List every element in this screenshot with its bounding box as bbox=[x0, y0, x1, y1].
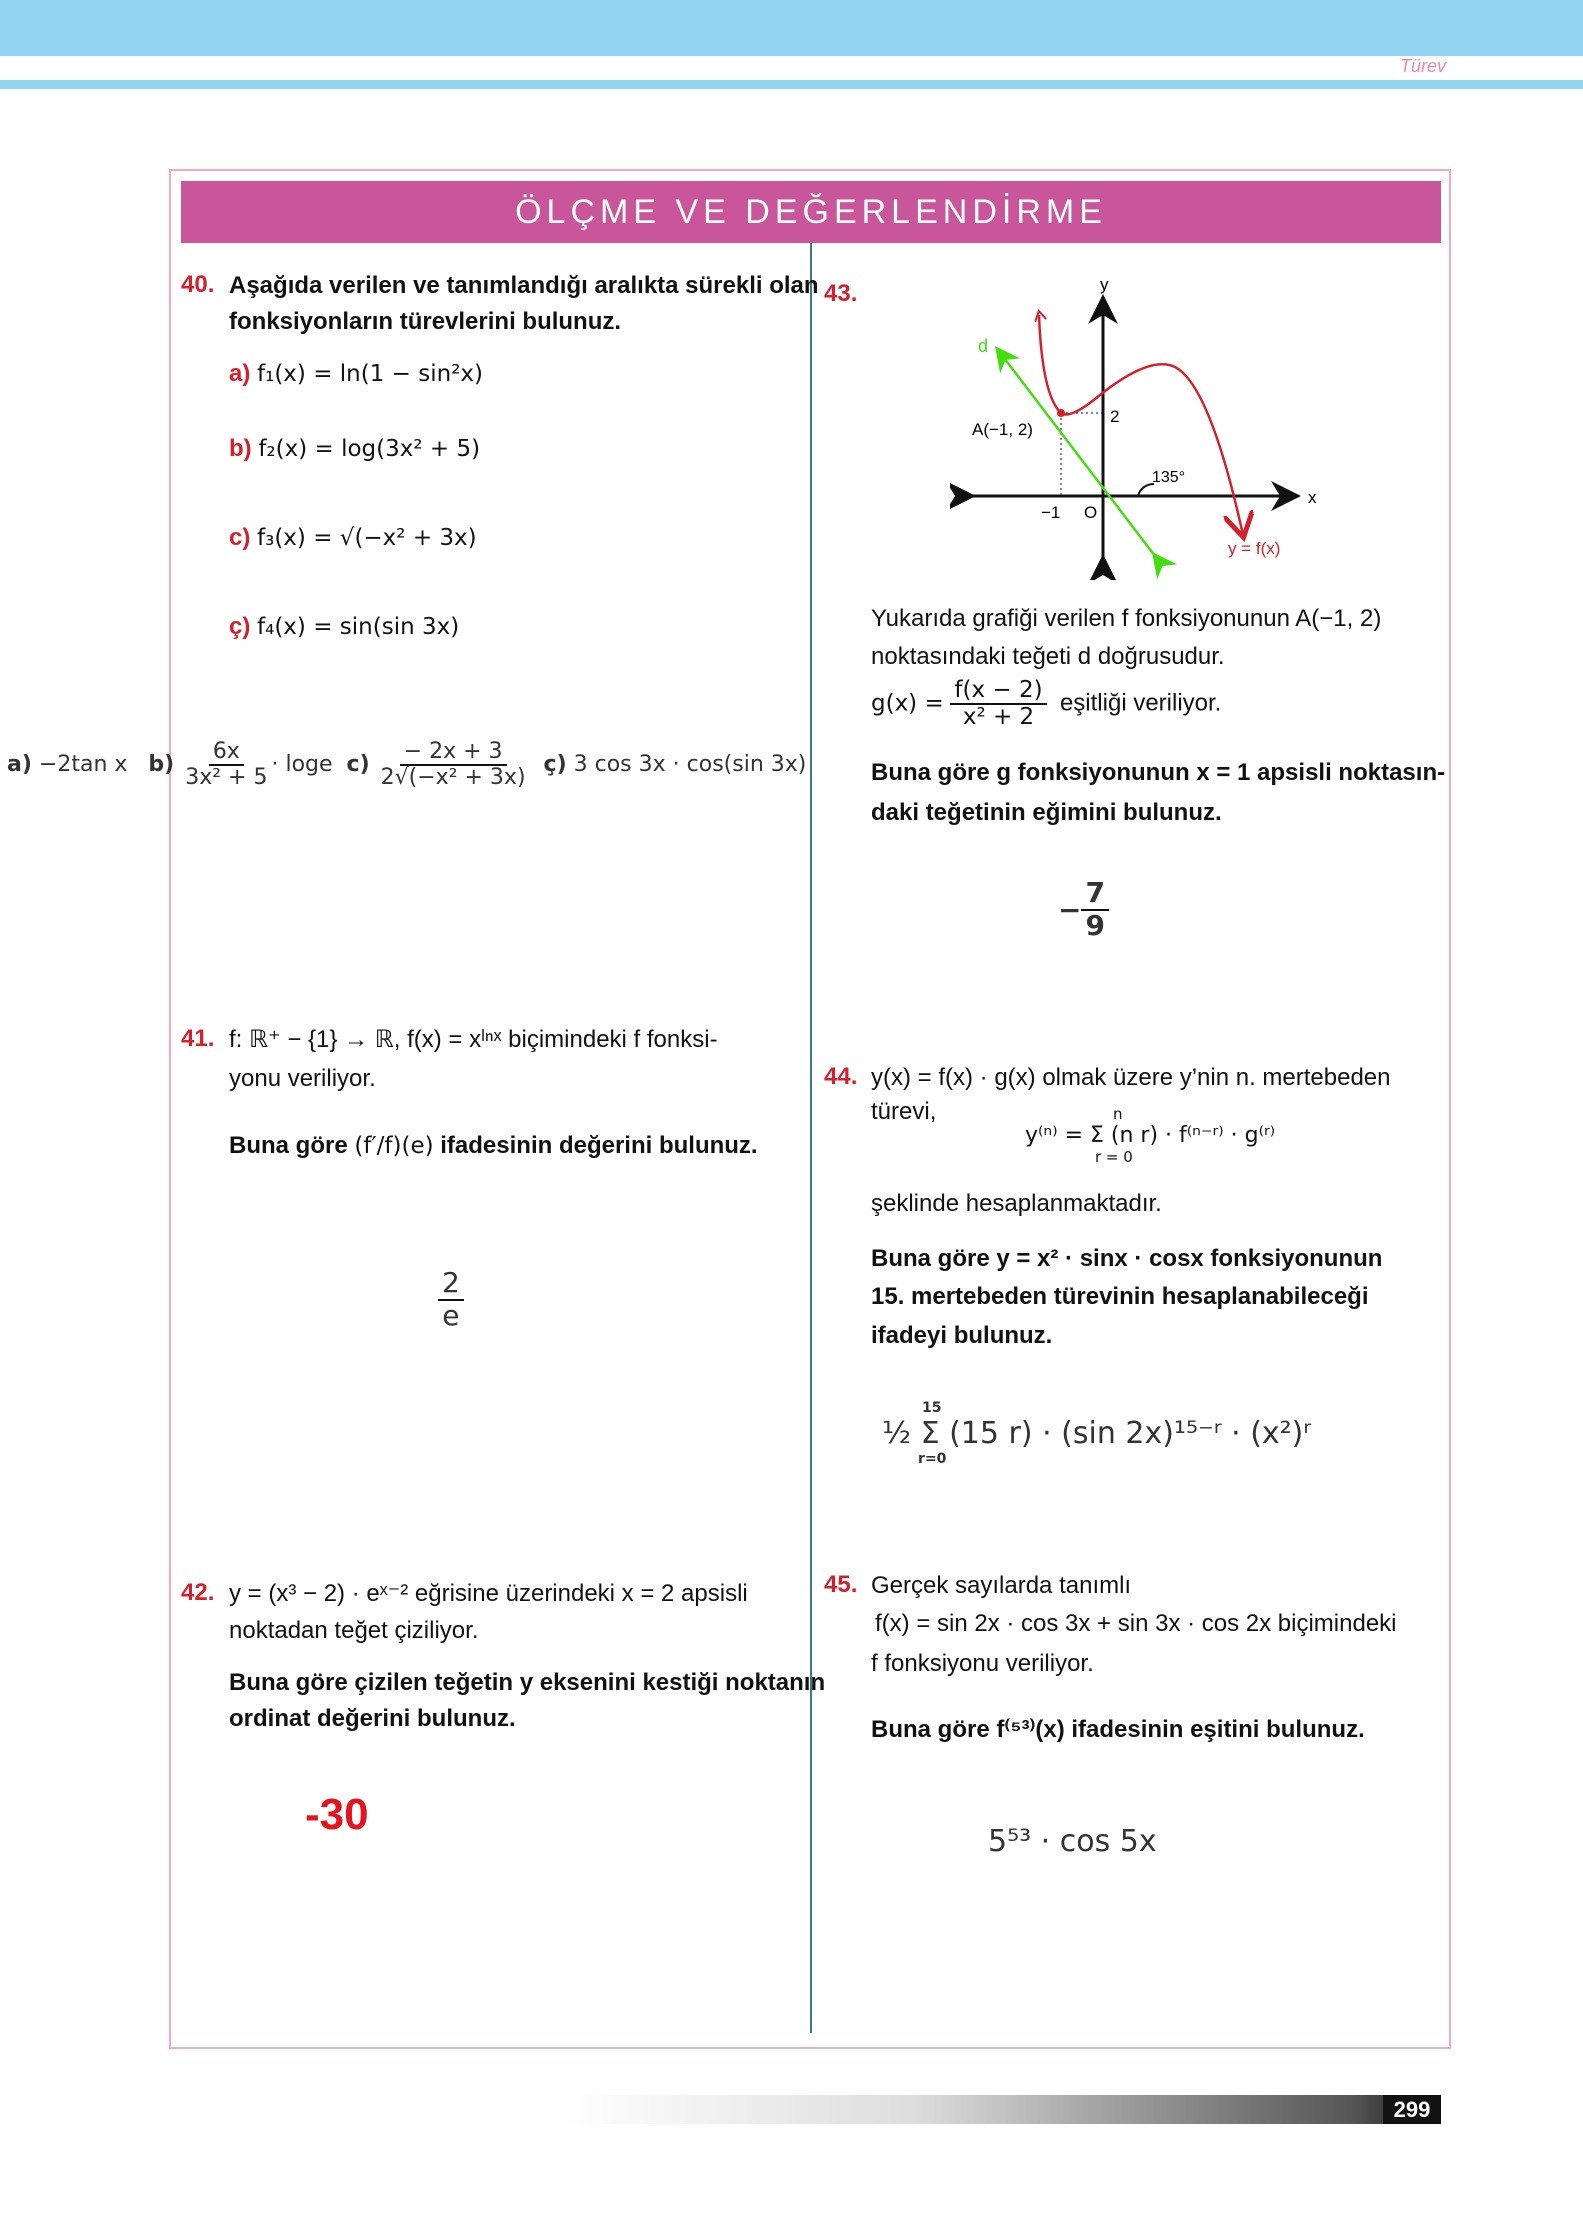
q40-answers: a) −2tan x b) $\frac{6x}{\text{3x² + 5}}$ · loge c) $\frac{- 2x + 3}{\text{2√(−x² + 3x)}}$ ç) 3 cos 3x · cos(sin 3x) bbox=[7, 739, 807, 791]
q42-answer: -30 bbox=[305, 1790, 369, 1839]
q40-line1: Aşağıda verilen ve tanımlandığı aralıkta sürekli olan bbox=[229, 272, 819, 299]
q44-line1: y(x) = f(x) · g(x) olmak üzere y’nin n. mertebeden bbox=[871, 1064, 1391, 1091]
q42-prompt2: ordinat değerini bulunuz. bbox=[229, 1705, 516, 1732]
q43-number: 43. bbox=[824, 280, 858, 307]
q43-prompt2: daki teğetinin eğimini bulunuz. bbox=[871, 799, 1222, 826]
q44-formula: n y⁽ⁿ⁾ = Σ (n r) · f⁽ⁿ⁻ʳ⁾ · g⁽ʳ⁾ r = 0 bbox=[1025, 1105, 1276, 1166]
q43-g-def: g(x) = $\frac{f(x - 2)}{\text{x² + 2}}$ eşitliği veriliyor. bbox=[871, 677, 1222, 731]
q44-answer: 15 ½ Σ (15 r) · (sin 2x)¹⁵⁻ʳ · (x²)ʳ r=0 bbox=[882, 1400, 1312, 1467]
q41-line2: yonu veriliyor. bbox=[229, 1065, 376, 1092]
answer-b-fraction: $\frac{6x}{\text{3x² + 5}}$ bbox=[185, 739, 268, 791]
q44-prompt3: ifadeyi bulunuz. bbox=[871, 1322, 1053, 1349]
q44-prompt1: Buna göre y = x² · sinx · cosx fonksiyonunun bbox=[871, 1245, 1383, 1272]
q43-line2: noktasındaki teğeti d doğrusudur. bbox=[871, 643, 1225, 670]
section-title-text: ÖLÇME VE DEĞERLENDİRME bbox=[515, 193, 1107, 231]
q40-item-b: b) f₂(x) = log(3x² + 5) bbox=[229, 435, 481, 462]
section-title bbox=[181, 181, 1441, 243]
tangent-line-d bbox=[998, 350, 1155, 556]
footer-bar bbox=[565, 2095, 1441, 2124]
svg-text:135°: 135° bbox=[1152, 469, 1186, 486]
q45-line3: f fonksiyonu veriliyor. bbox=[871, 1650, 1094, 1677]
q44-number: 44. bbox=[824, 1063, 858, 1090]
q41-number: 41. bbox=[181, 1025, 215, 1052]
point-a bbox=[1057, 409, 1065, 417]
svg-text:−1: −1 bbox=[1041, 503, 1061, 522]
page-number: 299 bbox=[1383, 2095, 1441, 2124]
column-divider bbox=[810, 243, 812, 2033]
q42-line2: noktadan teğet çiziliyor. bbox=[229, 1617, 479, 1644]
q42-prompt1: Buna göre çizilen teğetin y eksenini kestiği noktanın bbox=[229, 1669, 826, 1696]
g-fraction: $\frac{f(x - 2)}{\text{x² + 2}}$ bbox=[950, 678, 1046, 731]
q45-prompt: Buna göre f⁽⁵³⁾(x) ifadesinin eşitini bulunuz. bbox=[871, 1716, 1365, 1743]
q44-prompt2: 15. mertebeden türevinin hesaplanabileceği bbox=[871, 1283, 1369, 1310]
q42-line1: y = (x³ − 2) · eˣ⁻² eğrisine üzerindeki x = 2 apsisli bbox=[229, 1580, 748, 1607]
svg-text:A(−1, 2): A(−1, 2) bbox=[972, 420, 1033, 439]
q40-item-d: ç) f₄(x) = sin(sin 3x) bbox=[229, 613, 460, 640]
q41-answer: $\frac{2}{e}$ bbox=[438, 1268, 464, 1332]
svg-text:x: x bbox=[1308, 488, 1317, 507]
q42-number: 42. bbox=[181, 1579, 215, 1606]
q40-line2: fonksiyonların türevlerini bulunuz. bbox=[229, 308, 622, 335]
answer-c-fraction: $\frac{- 2x + 3}{\text{2√(−x² + 3x)}}$ bbox=[380, 739, 526, 791]
svg-text:y = f(x): y = f(x) bbox=[1228, 539, 1281, 558]
q43-prompt1: Buna göre g fonksiyonunun x = 1 apsisli noktasın- bbox=[871, 759, 1446, 786]
q40-item-c: c) f₃(x) = √(−x² + 3x) bbox=[229, 524, 477, 551]
svg-text:2: 2 bbox=[1110, 407, 1120, 426]
top-line bbox=[0, 80, 1583, 89]
svg-text:d: d bbox=[978, 336, 989, 356]
q45-number: 45. bbox=[824, 1571, 858, 1598]
svg-text:y: y bbox=[1100, 275, 1109, 294]
q43-answer: − $\frac{7}{9}$ bbox=[1058, 878, 1109, 942]
q45-line2: f(x) = sin 2x · cos 3x + sin 3x · cos 2x biçimindeki bbox=[875, 1610, 1397, 1637]
function-curve bbox=[1039, 315, 1243, 535]
q45-answer: 5⁵³ · cos 5x bbox=[988, 1824, 1157, 1859]
top-band bbox=[0, 0, 1583, 56]
q40-item-a: a) f₁(x) = ln(1 − sin²x) bbox=[229, 360, 484, 387]
q41-prompt: Buna göre (f′/f)(e) ifadesinin değerini bulunuz. bbox=[229, 1132, 758, 1159]
q44-line3: şeklinde hesaplanmaktadır. bbox=[871, 1190, 1162, 1217]
q45-line1: Gerçek sayılarda tanımlı bbox=[871, 1572, 1132, 1599]
q43-graph bbox=[950, 260, 1330, 580]
svg-text:O: O bbox=[1084, 503, 1098, 522]
q43-line1: Yukarıda grafiği verilen f fonksiyonunun A(−1, 2) bbox=[871, 605, 1382, 632]
chapter-label: Türev bbox=[1400, 56, 1447, 76]
q44-line2: türevi, bbox=[871, 1098, 937, 1125]
q41-line1: f: ℝ⁺ − {1} → ℝ, f(x) = xˡⁿˣ biçimindeki f fonksi- bbox=[229, 1026, 718, 1053]
q40-number: 40. bbox=[181, 271, 215, 298]
